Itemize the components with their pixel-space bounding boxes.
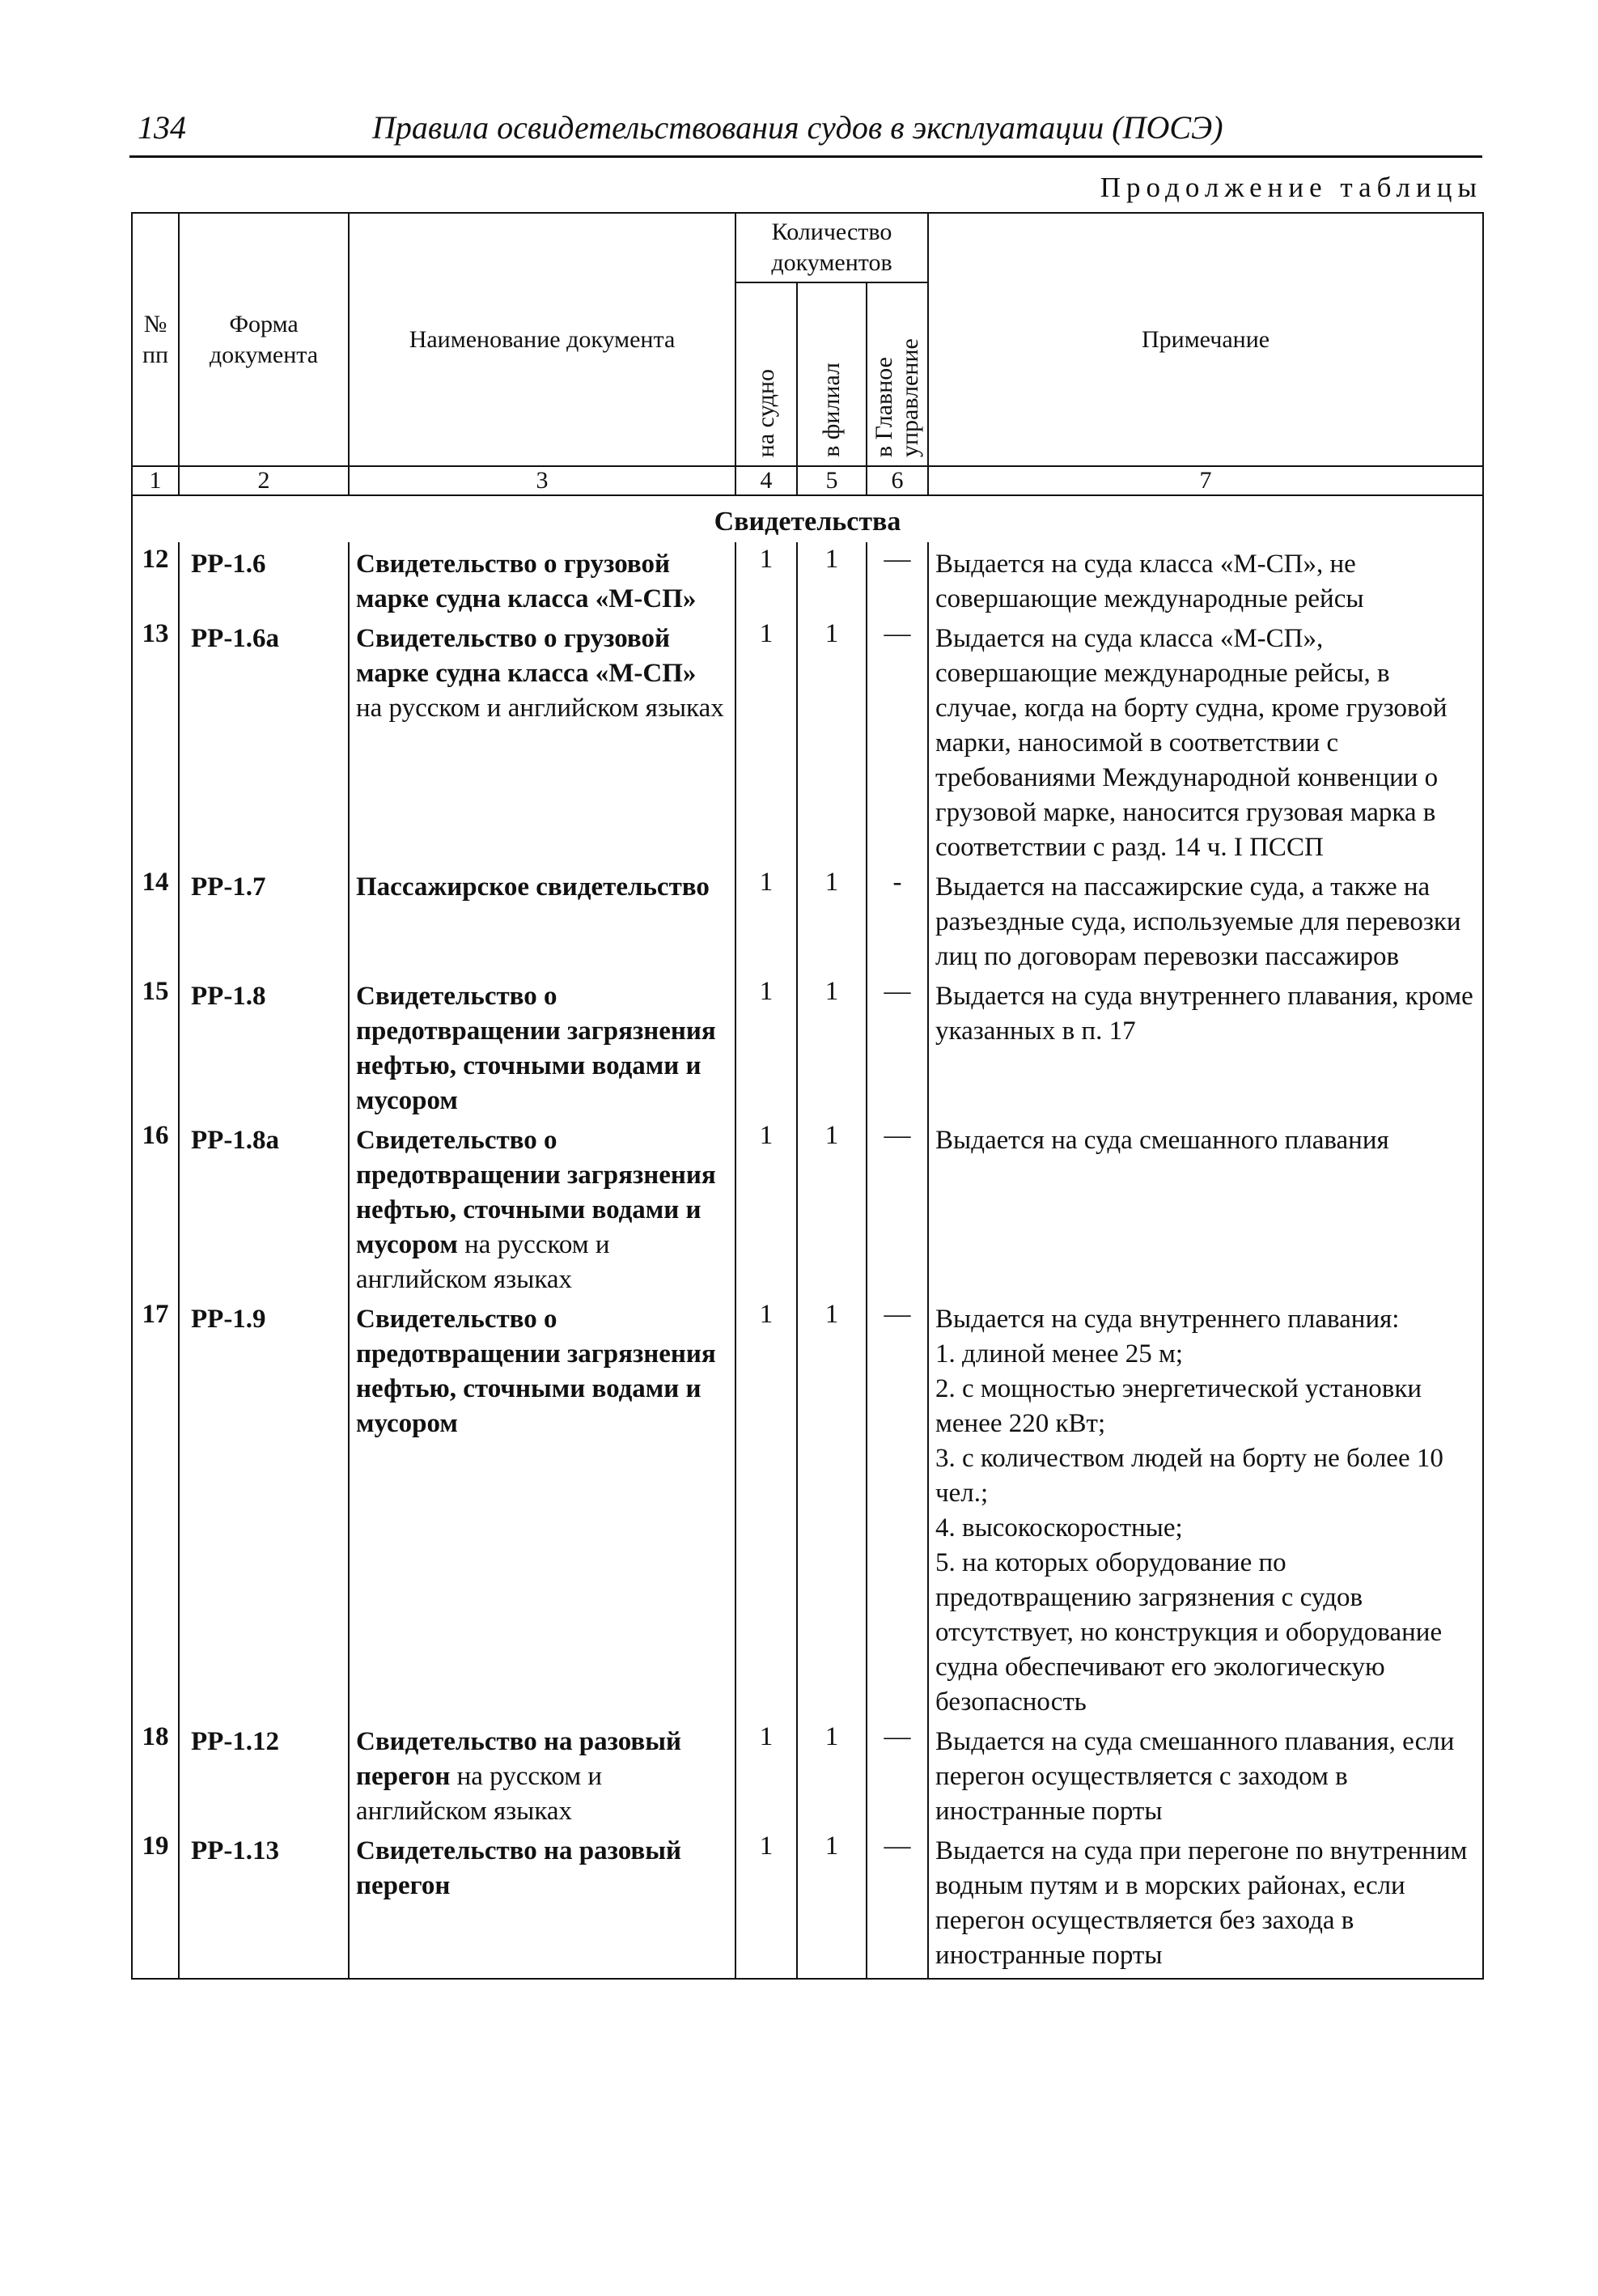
row-number: 15 — [132, 974, 179, 1118]
column-number: 1 — [132, 466, 179, 495]
note-line: 3. с количеством людей на борту не более 10 чел.; — [935, 1444, 1443, 1508]
document-note — [928, 1118, 1483, 1297]
table-row — [132, 974, 1483, 1118]
document-form: РР-1.13 — [179, 1829, 349, 1979]
table-row — [132, 617, 1483, 865]
row-number: 14 — [132, 865, 179, 974]
document-name — [349, 974, 735, 1118]
note-line: 2. с мощностью энергетической установки менее 220 кВт; — [935, 1374, 1422, 1438]
note-line: 4. высокоскоростные; — [935, 1513, 1183, 1543]
header-form: Форма документа — [179, 213, 349, 466]
table-row — [132, 1829, 1483, 1979]
count-to-branch: 1 — [797, 865, 867, 974]
note-line: Выдается на суда класса «М-СП», совершающие международные рейсы, в случае, когда на борту судна, кроме грузовой марки, наносимой в соответствии с требованиями Международной конвенции о грузовой марке, наносится грузовая марка в соответствии с разд. 14 ч. I ПССП — [935, 624, 1448, 862]
document-note — [928, 974, 1483, 1118]
column-number: 5 — [797, 466, 867, 495]
document-form: РР-1.8а — [179, 1118, 349, 1297]
header-name: Наименование документа — [349, 213, 735, 466]
count-to-main-office: — — [867, 1829, 928, 1979]
header-num: № пп — [132, 213, 179, 466]
page-number: 134 — [138, 109, 186, 146]
count-to-branch: 1 — [797, 1297, 867, 1720]
document-form: РР-1.6 — [179, 542, 349, 617]
count-on-ship: 1 — [735, 1720, 797, 1829]
row-number: 13 — [132, 617, 179, 865]
header-to-branch: в филиал — [797, 282, 867, 466]
document-name-bold: Свидетельство на разовый перегон — [356, 1727, 681, 1791]
document-name — [349, 1720, 735, 1829]
document-name — [349, 1829, 735, 1979]
document-name — [349, 1118, 735, 1297]
count-on-ship: 1 — [735, 1829, 797, 1979]
count-on-ship: 1 — [735, 1118, 797, 1297]
document-name-bold: Свидетельство о предотвращении загрязнения нефтью, сточными водами и мусором — [356, 982, 716, 1115]
count-on-ship: 1 — [735, 865, 797, 974]
count-to-main-office: — — [867, 974, 928, 1118]
row-number: 18 — [132, 1720, 179, 1829]
document-name-bold: Свидетельство на разовый перегон — [356, 1836, 681, 1900]
document-name-bold: Свидетельство о предотвращении загрязнения нефтью, сточными водами и мусором — [356, 1305, 716, 1438]
count-to-main-office: — — [867, 617, 928, 865]
document-note — [928, 1829, 1483, 1979]
section-row — [132, 495, 1483, 542]
count-to-branch: 1 — [797, 1118, 867, 1297]
header-to-main-office: в Главное управление — [867, 282, 928, 466]
document-name-bold: Пассажирское свидетельство — [356, 872, 710, 902]
column-number-row — [132, 466, 1483, 495]
count-to-main-office: - — [867, 865, 928, 974]
note-line: Выдается на суда внутреннего плавания, кроме указанных в п. 17 — [935, 982, 1473, 1046]
note-line: Выдается на суда при перегоне по внутренним водным путям и в морских районах, если перегон осуществляется без захода в иностранные порты — [935, 1836, 1468, 1970]
document-note — [928, 542, 1483, 617]
running-title: Правила освидетельствования судов в эксплуатации (ПОСЭ) — [372, 109, 1223, 146]
table-row — [132, 542, 1483, 617]
table-continuation-label: Продолжение таблицы — [1100, 172, 1482, 203]
document-note — [928, 1720, 1483, 1829]
table-row — [132, 1118, 1483, 1297]
document-note — [928, 1297, 1483, 1720]
document-name — [349, 617, 735, 865]
count-to-branch: 1 — [797, 617, 867, 865]
note-line: Выдается на суда смешанного плавания — [935, 1126, 1389, 1155]
table-row — [132, 1297, 1483, 1720]
note-line: Выдается на суда смешанного плавания, если перегон осуществляется с заходом в иностранные порты — [935, 1727, 1455, 1826]
section-title: Свидетельства — [132, 495, 1483, 542]
document-name-bold: Свидетельство о грузовой марке судна класса «М-СП» — [356, 624, 697, 688]
column-number: 3 — [349, 466, 735, 495]
document-name-bold: Свидетельство о предотвращении загрязнения нефтью, сточными водами и мусором — [356, 1126, 716, 1259]
note-line: 1. длиной менее 25 м; — [935, 1339, 1184, 1369]
note-line: Выдается на суда внутреннего плавания: — [935, 1305, 1400, 1334]
document-form: РР-1.6а — [179, 617, 349, 865]
column-number: 7 — [928, 466, 1483, 495]
document-name-regular: на русском и английском языках — [356, 694, 724, 723]
document-name — [349, 865, 735, 974]
header-on-ship: на судно — [735, 282, 797, 466]
document-note — [928, 865, 1483, 974]
count-to-main-office: — — [867, 1720, 928, 1829]
column-number: 4 — [735, 466, 797, 495]
note-line: Выдается на пассажирские суда, а также на разъездные суда, используемые для перевозки лиц по договорам перевозки пассажиров — [935, 872, 1461, 971]
document-name-regular: на русском и английском языках — [356, 1230, 610, 1294]
row-number: 19 — [132, 1829, 179, 1979]
count-on-ship: 1 — [735, 542, 797, 617]
document-name-bold: Свидетельство о грузовой марке судна класса «М-СП» — [356, 550, 697, 613]
column-number: 6 — [867, 466, 928, 495]
document-form: РР-1.9 — [179, 1297, 349, 1720]
count-to-main-office: — — [867, 542, 928, 617]
count-to-branch: 1 — [797, 974, 867, 1118]
table-row — [132, 1720, 1483, 1829]
document-name — [349, 1297, 735, 1720]
column-number: 2 — [179, 466, 349, 495]
document-form: РР-1.8 — [179, 974, 349, 1118]
document-form: РР-1.12 — [179, 1720, 349, 1829]
count-to-branch: 1 — [797, 1829, 867, 1979]
table-row — [132, 865, 1483, 974]
header-note: Примечание — [928, 213, 1483, 466]
count-to-branch: 1 — [797, 1720, 867, 1829]
documents-table — [131, 212, 1484, 1980]
count-on-ship: 1 — [735, 974, 797, 1118]
row-number: 16 — [132, 1118, 179, 1297]
count-to-branch: 1 — [797, 542, 867, 617]
document-name — [349, 542, 735, 617]
count-on-ship: 1 — [735, 1297, 797, 1720]
page-header — [129, 104, 1482, 158]
count-on-ship: 1 — [735, 617, 797, 865]
row-number: 12 — [132, 542, 179, 617]
note-line: Выдается на суда класса «М-СП», не совершающие международные рейсы — [935, 550, 1364, 613]
count-to-main-office: — — [867, 1118, 928, 1297]
row-number: 17 — [132, 1297, 179, 1720]
count-to-main-office: — — [867, 1297, 928, 1720]
header-quantity-group: Количество документов — [735, 213, 928, 282]
note-line: 5. на которых оборудование по предотвращению загрязнения с судов отсутствует, но конструкция и оборудование судна обеспечивают его экологическую безопасность — [935, 1548, 1443, 1717]
document-note — [928, 617, 1483, 865]
document-form: РР-1.7 — [179, 865, 349, 974]
document-name-regular: на русском и английском языках — [356, 1762, 603, 1826]
